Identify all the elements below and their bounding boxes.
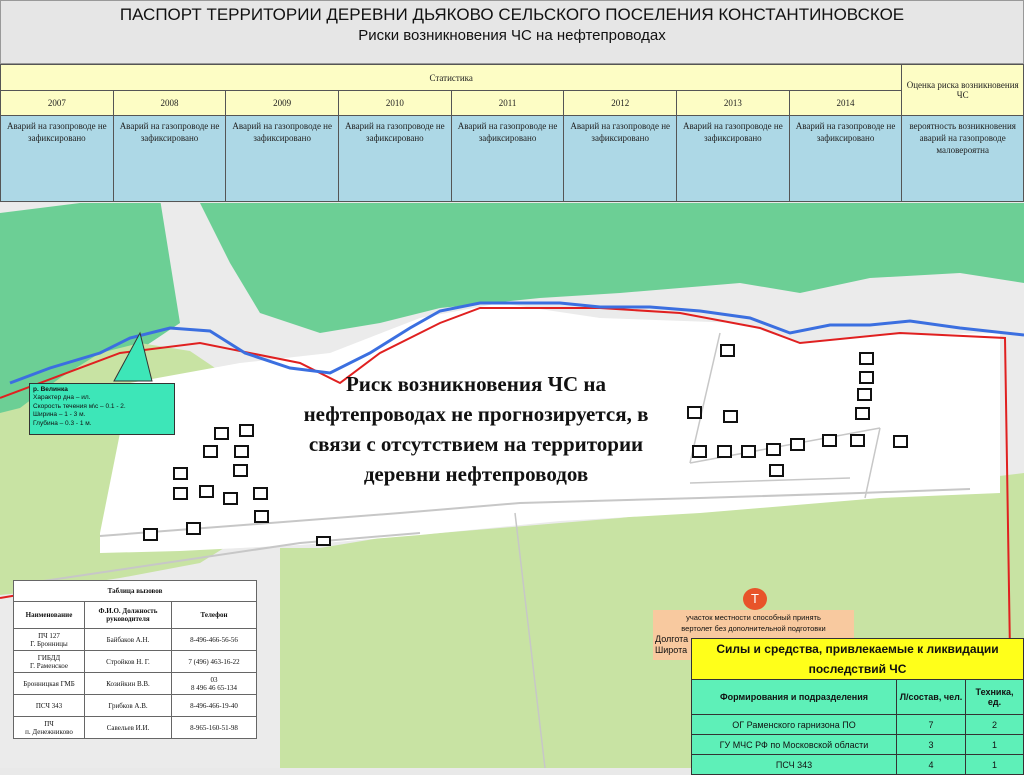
house: [858, 389, 871, 400]
helipad-line-1: участок местности способный принять: [686, 613, 821, 622]
house: [235, 446, 248, 457]
calls-header-name: Наименование: [14, 602, 85, 629]
house: [144, 529, 157, 540]
calls-table: [13, 580, 257, 739]
house: [767, 444, 780, 455]
statistics-table: [0, 64, 1024, 202]
house: [200, 486, 213, 497]
forces-row-equipment: 2: [966, 715, 1024, 735]
table-row: [14, 673, 257, 695]
forces-row-staff: 7: [897, 715, 966, 735]
helipad-longitude: Долгота: [655, 634, 689, 644]
house: [823, 435, 836, 446]
house: [770, 465, 783, 476]
table-row: [692, 735, 1024, 755]
stat-2014-value: Аварий на газопроводе не зафиксировано: [795, 121, 896, 143]
river-bottom-type: Характер дна – ил.: [33, 394, 91, 402]
year-2009: 2009: [226, 91, 339, 116]
year-2012: 2012: [564, 91, 677, 116]
forces-row-equipment: 1: [966, 735, 1024, 755]
stat-2011-value: Аварий на газопроводе не зафиксировано: [457, 121, 558, 143]
year-2013: 2013: [677, 91, 790, 116]
house: [688, 407, 701, 418]
stat-2009-value: Аварий на газопроводе не зафиксировано: [232, 121, 332, 143]
calls-row-name: ГИБДД Г. Раменское: [14, 651, 85, 673]
house: [860, 353, 873, 364]
helipad-icon: Т: [743, 588, 767, 610]
calls-row-head: Байбаков А.Н.: [85, 629, 172, 651]
table-row: [14, 717, 257, 739]
stat-2012-value: Аварий на газопроводе не зафиксировано: [570, 121, 671, 143]
house: [724, 411, 737, 422]
forces-row-unit: ПСЧ 343: [692, 755, 897, 775]
stat-2008-value: Аварий на газопроводе не зафиксировано: [119, 121, 220, 143]
helipad-latitude: Широта: [655, 645, 688, 655]
calls-row-head: Грибков А.В.: [85, 695, 172, 717]
house: [317, 537, 330, 545]
house: [721, 345, 734, 356]
risk-notice: Риск возникновения ЧС на нефтепроводах не прогнозируется, в связи с отсутствием на территории деревни нефтепроводов: [303, 372, 649, 486]
stat-2007-value: Аварий на газопроводе не зафиксировано: [7, 121, 107, 143]
river-width: Ширина – 1 - 3 м.: [33, 411, 86, 419]
calls-header-phone: Телефон: [172, 602, 257, 629]
forces-table: [691, 638, 1024, 775]
river-title: р. Велинка: [33, 386, 68, 393]
year-2007: 2007: [1, 91, 114, 116]
house: [856, 408, 869, 419]
calls-row-head: Стройков Н. Г.: [85, 651, 172, 673]
year-2008: 2008: [113, 91, 226, 116]
calls-row-head: Савельев И.И.: [85, 717, 172, 739]
year-2010: 2010: [339, 91, 452, 116]
forces-row-unit: ОГ Раменского гарнизона ПО: [692, 715, 897, 735]
forces-header-equipment: Техника, ед.: [966, 680, 1024, 715]
house: [204, 446, 217, 457]
risk-assessment-value: вероятность возникновения аварий на газопроводе маловероятна: [909, 121, 1016, 155]
house: [791, 439, 804, 450]
calls-row-phone: 8-496-466-19-40: [172, 695, 257, 717]
year-2011: 2011: [451, 91, 564, 116]
calls-row-head: Козийкин В.В.: [85, 673, 172, 695]
risk-assessment-header: Оценка риска возникновения ЧС: [902, 65, 1024, 116]
house: [718, 446, 731, 457]
year-2014: 2014: [789, 91, 902, 116]
calls-row-name: ПСЧ 343: [14, 695, 85, 717]
house: [851, 435, 864, 446]
house: [255, 511, 268, 522]
house: [240, 425, 253, 436]
page-header: [0, 0, 1024, 64]
calls-row-phone: 8-965-160-51-98: [172, 717, 257, 739]
stat-2010-value: Аварий на газопроводе не зафиксировано: [345, 121, 445, 143]
calls-row-phone: 7 (496) 463-16-22: [172, 651, 257, 673]
table-row: [692, 755, 1024, 775]
calls-row-phone: 8-496-466-56-56: [172, 629, 257, 651]
house: [742, 446, 755, 457]
page-title: ПАСПОРТ ТЕРРИТОРИИ ДЕРЕВНИ ДЬЯКОВО СЕЛЬСКОГО ПОСЕЛЕНИЯ КОНСТАНТИНОВСКОЕ: [119, 5, 905, 24]
calls-row-name: Бронницкая ГМБ: [14, 673, 85, 695]
house: [860, 372, 873, 383]
house: [215, 428, 228, 439]
river-flow-speed: Скорость течения м\с – 0.1 - 2.: [33, 402, 126, 410]
forces-header-staff: Л/состав, чел.: [897, 680, 966, 715]
calls-header-head: Ф.И.О. Должность руководителя: [85, 602, 172, 629]
house: [224, 493, 237, 504]
house: [693, 446, 706, 457]
house: [234, 465, 247, 476]
forces-row-staff: 4: [897, 755, 966, 775]
forces-row-staff: 3: [897, 735, 966, 755]
house: [254, 488, 267, 499]
calls-row-phone: 03 8 496 46 65-134: [172, 673, 257, 695]
table-row: [692, 715, 1024, 735]
stat-2013-value: Аварий на газопроводе не зафиксировано: [683, 121, 783, 143]
statistics-caption: Статистика: [1, 65, 902, 91]
house: [174, 468, 187, 479]
table-row: [14, 651, 257, 673]
house: [187, 523, 200, 534]
river-depth: Глубина – 0.3 - 1 м.: [33, 419, 92, 427]
calls-table-caption: Таблица вызовов: [14, 581, 257, 602]
forces-table-caption: Силы и средства, привлекаемые к ликвидации последствий ЧС: [692, 639, 1024, 680]
forces-row-equipment: 1: [966, 755, 1024, 775]
helipad-line-2: вертолет без дополнительной подготовки: [681, 624, 826, 633]
forces-row-unit: ГУ МЧС РФ по Московской области: [692, 735, 897, 755]
page-subtitle: Риски возникновения ЧС на нефтепроводах: [358, 27, 666, 44]
house: [174, 488, 187, 499]
calls-row-name: ПЧ 127 Г. Бронницы: [14, 629, 85, 651]
table-row: [14, 629, 257, 651]
house: [894, 436, 907, 447]
calls-row-name: ПЧ п. Денежниково: [14, 717, 85, 739]
forces-header-unit: Формирования и подразделения: [692, 680, 897, 715]
table-row: [14, 695, 257, 717]
river-info-box: [29, 383, 175, 435]
